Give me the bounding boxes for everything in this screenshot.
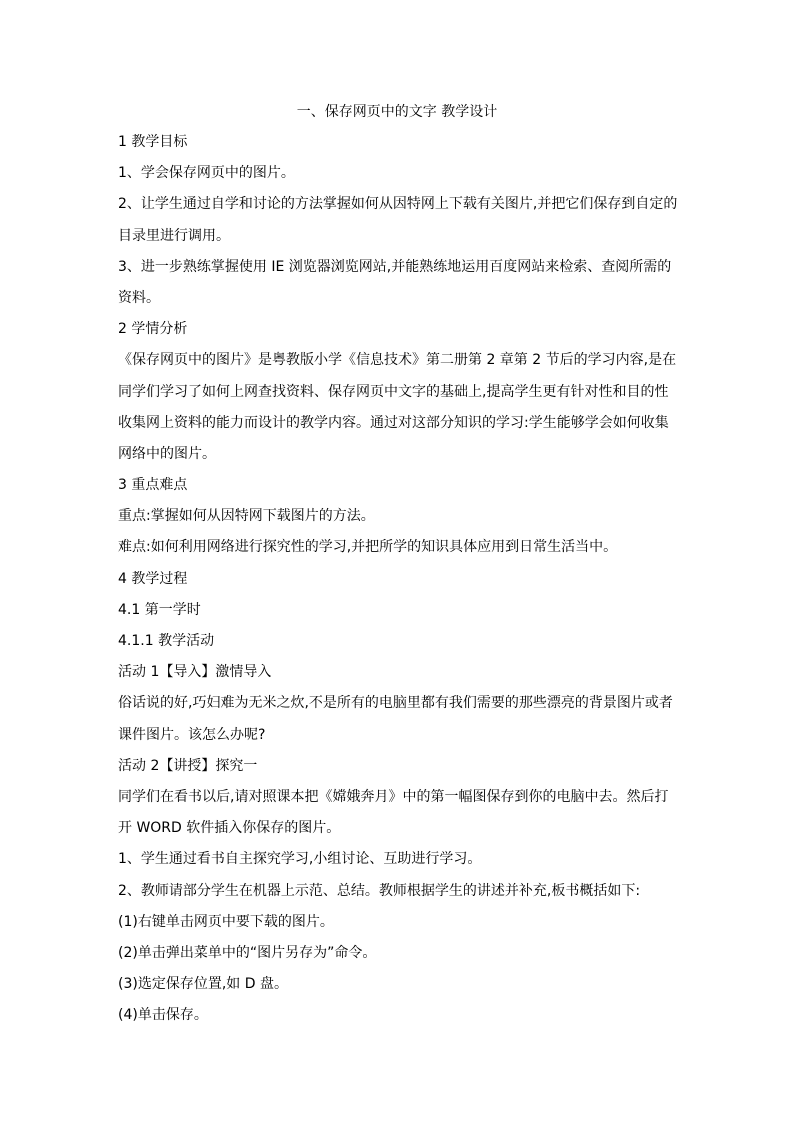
step-line: (3)选定保存位置,如 D 盘。 xyxy=(118,976,288,993)
paragraph-line: 俗话说的好,巧妇难为无米之炊,不是所有的电脑里都有我们需要的那些漂亮的背景图片或者 xyxy=(118,695,673,712)
subsection-heading: 4.1 第一学时 xyxy=(118,601,201,618)
step-line: (1)右键单击网页中要下载的图片。 xyxy=(118,913,334,930)
paragraph-line: 1、学会保存网页中的图片。 xyxy=(118,165,295,182)
step-line: (4)单击保存。 xyxy=(118,1007,208,1024)
paragraph-line: 资料。 xyxy=(118,289,160,306)
paragraph-line: 课件图片。该怎么办呢? xyxy=(118,726,266,743)
paragraph-line: 难点:如何利用网络进行探究性的学习,并把所学的知识具体应用到日常生活当中。 xyxy=(118,539,618,556)
section-heading-process: 4 教学过程 xyxy=(118,570,188,587)
paragraph-line: 2、让学生通过自学和讨论的方法掌握如何从因特网上下载有关图片,并把它们保存到自定的 xyxy=(118,196,678,213)
section-heading-objectives: 1 教学目标 xyxy=(118,134,188,150)
activity-heading: 活动 1【导入】激情导入 xyxy=(118,664,272,681)
step-line: (2)单击弹出菜单中的“图片另存为”命令。 xyxy=(118,944,377,961)
section-heading-key-points: 3 重点难点 xyxy=(118,477,188,494)
section-heading-analysis: 2 学情分析 xyxy=(118,321,188,338)
paragraph-line: 1、学生通过看书自主探究学习,小组讨论、互助进行学习。 xyxy=(118,851,482,868)
paragraph-line: 网络中的图片。 xyxy=(118,445,216,462)
paragraph-line: 重点:掌握如何从因特网下载图片的方法。 xyxy=(118,508,375,525)
activity-heading: 活动 2【讲授】探究一 xyxy=(118,757,258,774)
document-body xyxy=(118,132,678,1036)
paragraph-line: 同学们学习了如何上网查找资料、保存网页中文字的基础上,提高学生更有针对性和目的性 xyxy=(118,383,669,400)
paragraph-line: 收集网上资料的能力而设计的教学内容。通过对这部分知识的学习:学生能够学会如何收集 xyxy=(118,414,669,431)
paragraph-line: 2、教师请部分学生在机器上示范、总结。教师根据学生的讲述并补充,板书概括如下: xyxy=(118,882,641,899)
paragraph-line: 3、进一步熟练掌握使用 IE 浏览器浏览网站,并能熟练地运用百度网站来检索、查阅所需的 xyxy=(118,258,672,275)
paragraph-line: 目录里进行调用。 xyxy=(118,227,230,244)
paragraph-line: 同学们在看书以后,请对照课本把《嫦娥奔月》中的第一幅图保存到你的电脑中去。然后打 xyxy=(118,788,669,805)
paragraph-line: 《保存网页中的图片》是粤教版小学《信息技术》第二册第 2 章第 2 节后的学习内容,是在 xyxy=(118,352,677,369)
subsection-heading: 4.1.1 教学活动 xyxy=(118,633,215,649)
paragraph-line: 开 WORD 软件插入你保存的图片。 xyxy=(118,820,341,837)
document-title: 一、保存网页中的文字 教学设计 xyxy=(296,104,498,120)
